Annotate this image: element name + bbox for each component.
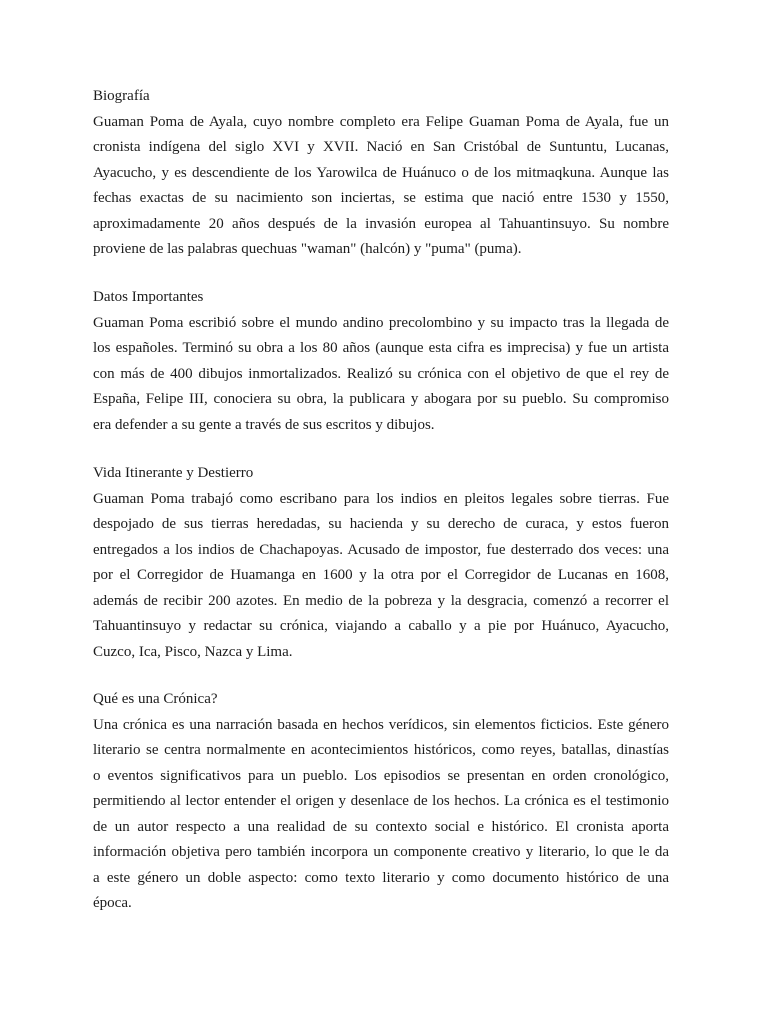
section-heading: Qué es una Crónica? [93, 691, 218, 707]
paragraph-line: Cuzco, Ica, Pisco, Nazca y Lima. [93, 643, 293, 660]
paragraph-line: cronista indígena del siglo XVI y XVII. Nació en San Cristóbal de Suntuntu, Lucanas, [93, 139, 669, 155]
section-heading: Datos Importantes [93, 289, 204, 305]
paragraph-line: a este género un doble aspecto: como texto literario y como documento histórico de una [93, 869, 669, 886]
paragraph-line: Una crónica es una narración basada en hechos verídicos, sin elementos ficticios. Este género [93, 716, 669, 733]
paragraph-line: entregados a los indios de Chachapoyas. Acusado de impostor, fue desterrado dos veces: una [93, 541, 669, 558]
section-que-es-cronica [93, 687, 669, 917]
paragraph-line: fechas exactas de su nacimiento son inciertas, se estima que nació entre 1530 y 1550, [93, 190, 669, 206]
section-heading: Biografía [93, 88, 150, 104]
paragraph-line: España, Felipe III, conociera su obra, la publicara y abogara por su pueblo. Su compromiso [93, 391, 669, 407]
paragraph-line: era defender a su gente a través de sus escritos y dibujos. [93, 416, 435, 433]
paragraph-line: Guaman Poma escribió sobre el mundo andino precolombino y su impacto tras la llegada de [93, 314, 669, 331]
paragraph-line: de un autor respecto a una realidad de su contexto social e histórico. El cronista aporta [93, 818, 669, 835]
paragraph-line: Guaman Poma trabajó como escribano para los indios en pleitos legales sobre tierras. Fue [93, 490, 669, 507]
section-heading: Vida Itinerante y Destierro [93, 465, 254, 481]
paragraph-line: Guaman Poma de Ayala, cuyo nombre completo era Felipe Guaman Poma de Ayala, fue un [93, 113, 669, 130]
paragraph-line: Ayacucho, y es descendiente de los Yarowilca de Huánuco o de los mitmaqkuna. Aunque las [93, 164, 669, 181]
paragraph-line: información objetiva pero también incorpora un componente creativo y literario, lo que le da [93, 844, 669, 860]
section-vida-itinerante [93, 461, 669, 665]
paragraph-line: proviene de las palabras quechuas "waman" (halcón) y "puma" (puma). [93, 241, 522, 257]
paragraph-line: literario se centra normalmente en acontecimientos históricos, como reyes, batallas, dinastías [93, 742, 669, 758]
section-biografia [93, 84, 669, 263]
paragraph-line: por el Corregidor de Huamanga en 1600 y la otra por el Corregidor de Lucanas en 1608, [93, 567, 669, 583]
section-datos-importantes [93, 285, 669, 438]
paragraph-line: permitiendo al lector entender el origen y desenlace de los hechos. La crónica es el testimonio [93, 793, 669, 809]
paragraph-line: Tahuantinsuyo y redactar su crónica, viajando a caballo y a pie por Huánuco, Ayacucho, [93, 618, 669, 634]
paragraph-line: aproximadamente 20 años después de la invasión europea al Tahuantinsuyo. Su nombre [93, 215, 669, 232]
paragraph-line: o eventos significativos para un pueblo. Los episodios se presentan en orden cronológico, [93, 767, 669, 784]
paragraph-line: despojado de sus tierras heredadas, su hacienda y su derecho de curaca, y estos fueron [93, 516, 669, 532]
paragraph-line: con más de 400 dibujos inmortalizados. Realizó su crónica con el objetivo de que el rey de [93, 365, 669, 382]
paragraph-line: época. [93, 895, 132, 911]
paragraph-line: además de recibir 200 azotes. En medio de la pobreza y la desgracia, comenzó a recorrer el [93, 592, 669, 609]
paragraph-line: los españoles. Terminó su obra a los 80 años (aunque esta cifra es imprecisa) y fue un artista [93, 340, 669, 356]
